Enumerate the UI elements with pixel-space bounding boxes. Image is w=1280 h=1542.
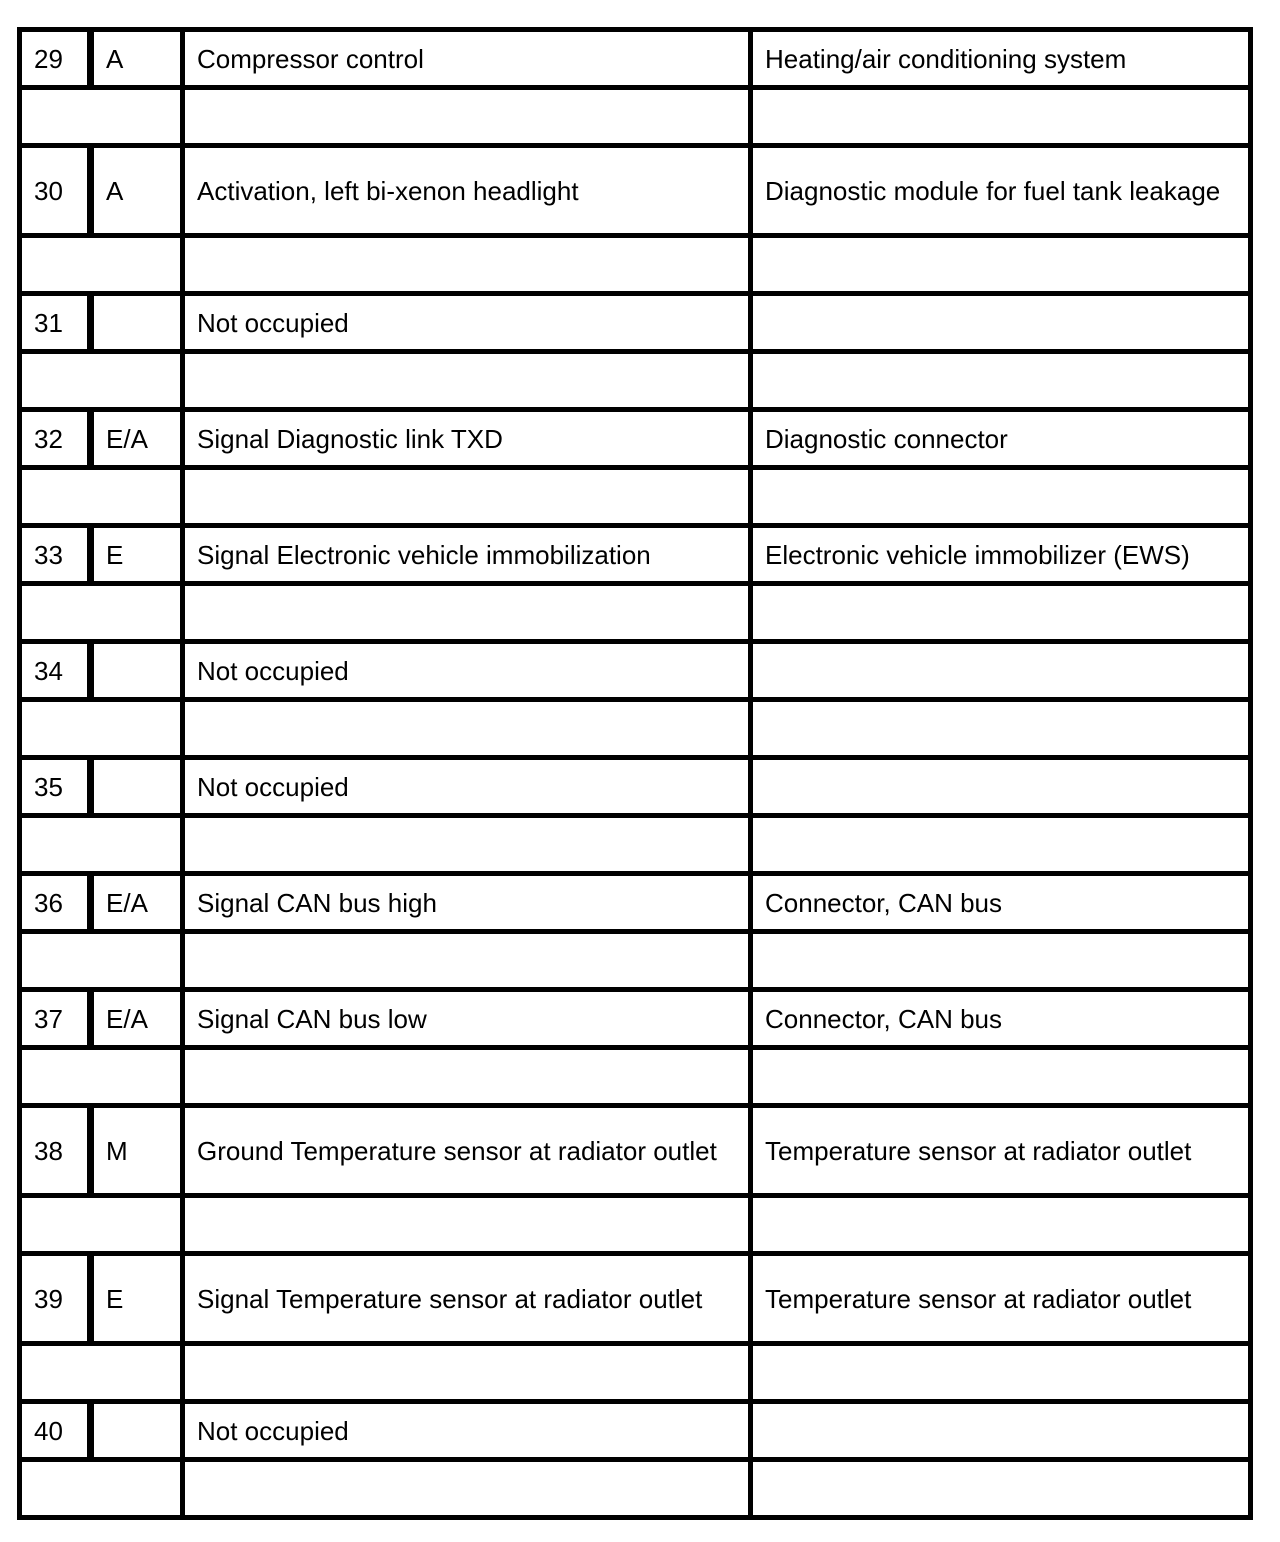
pin-number-cell: 30 xyxy=(20,146,91,236)
function-description-cell: Signal CAN bus low xyxy=(183,990,751,1048)
signal-type-cell: E xyxy=(91,526,183,584)
pin-row-39 xyxy=(20,1254,1251,1344)
empty-cell xyxy=(20,352,183,410)
spacer-row xyxy=(20,932,1251,990)
pin-row-38 xyxy=(20,1106,1251,1196)
spacer-row xyxy=(20,1196,1251,1254)
connected-component-cell: Temperature sensor at radiator outlet xyxy=(751,1106,1251,1196)
function-description-cell: Signal CAN bus high xyxy=(183,874,751,932)
pin-assignment-table xyxy=(17,27,1253,1520)
function-description-cell: Not occupied xyxy=(183,758,751,816)
pin-number-cell: 40 xyxy=(20,1402,91,1460)
pin-row-40 xyxy=(20,1402,1251,1460)
signal-type-cell xyxy=(91,758,183,816)
empty-cell xyxy=(751,1048,1251,1106)
spacer-row xyxy=(20,700,1251,758)
empty-cell xyxy=(751,468,1251,526)
function-description-cell: Compressor control xyxy=(183,30,751,88)
function-description-cell: Not occupied xyxy=(183,294,751,352)
signal-type-cell: E/A xyxy=(91,874,183,932)
function-description-cell: Signal Temperature sensor at radiator outlet xyxy=(183,1254,751,1344)
empty-cell xyxy=(751,816,1251,874)
empty-cell xyxy=(183,1460,751,1518)
empty-cell xyxy=(183,236,751,294)
function-description-cell: Signal Electronic vehicle immobilization xyxy=(183,526,751,584)
connected-component-cell: Connector, CAN bus xyxy=(751,990,1251,1048)
empty-cell xyxy=(751,932,1251,990)
connected-component-cell: Heating/air conditioning system xyxy=(751,30,1251,88)
empty-cell xyxy=(20,1460,183,1518)
pin-table-body xyxy=(20,30,1251,1518)
signal-type-cell xyxy=(91,642,183,700)
empty-cell xyxy=(751,1460,1251,1518)
empty-cell xyxy=(751,1344,1251,1402)
pin-row-35 xyxy=(20,758,1251,816)
function-description-cell: Not occupied xyxy=(183,1402,751,1460)
pin-row-37 xyxy=(20,990,1251,1048)
empty-cell xyxy=(183,932,751,990)
spacer-row xyxy=(20,1344,1251,1402)
pin-number-cell: 36 xyxy=(20,874,91,932)
spacer-row xyxy=(20,236,1251,294)
pin-number-cell: 32 xyxy=(20,410,91,468)
pin-number-cell: 35 xyxy=(20,758,91,816)
spacer-row xyxy=(20,1460,1251,1518)
pin-number-cell: 37 xyxy=(20,990,91,1048)
connected-component-cell: Connector, CAN bus xyxy=(751,874,1251,932)
empty-cell xyxy=(183,1344,751,1402)
empty-cell xyxy=(20,468,183,526)
empty-cell xyxy=(20,1048,183,1106)
connected-component-cell: Electronic vehicle immobilizer (EWS) xyxy=(751,526,1251,584)
pin-row-33 xyxy=(20,526,1251,584)
empty-cell xyxy=(751,236,1251,294)
empty-cell xyxy=(183,1196,751,1254)
pin-number-cell: 29 xyxy=(20,30,91,88)
pin-row-30 xyxy=(20,146,1251,236)
signal-type-cell xyxy=(91,1402,183,1460)
empty-cell xyxy=(751,88,1251,146)
spacer-row xyxy=(20,816,1251,874)
empty-cell xyxy=(183,584,751,642)
pin-row-29 xyxy=(20,30,1251,88)
signal-type-cell: A xyxy=(91,146,183,236)
function-description-cell: Activation, left bi-xenon headlight xyxy=(183,146,751,236)
empty-cell xyxy=(183,88,751,146)
empty-cell xyxy=(751,352,1251,410)
connected-component-cell xyxy=(751,1402,1251,1460)
spacer-row xyxy=(20,468,1251,526)
function-description-cell: Not occupied xyxy=(183,642,751,700)
empty-cell xyxy=(20,816,183,874)
function-description-cell: Signal Diagnostic link TXD xyxy=(183,410,751,468)
spacer-row xyxy=(20,584,1251,642)
pin-number-cell: 31 xyxy=(20,294,91,352)
connected-component-cell: Diagnostic module for fuel tank leakage xyxy=(751,146,1251,236)
spacer-row xyxy=(20,1048,1251,1106)
pin-number-cell: 34 xyxy=(20,642,91,700)
signal-type-cell: E/A xyxy=(91,990,183,1048)
connected-component-cell xyxy=(751,758,1251,816)
signal-type-cell xyxy=(91,294,183,352)
pin-row-31 xyxy=(20,294,1251,352)
empty-cell xyxy=(20,584,183,642)
connected-component-cell: Temperature sensor at radiator outlet xyxy=(751,1254,1251,1344)
function-description-cell: Ground Temperature sensor at radiator outlet xyxy=(183,1106,751,1196)
connected-component-cell: Diagnostic connector xyxy=(751,410,1251,468)
signal-type-cell: M xyxy=(91,1106,183,1196)
pin-row-32 xyxy=(20,410,1251,468)
empty-cell xyxy=(183,816,751,874)
pin-row-36 xyxy=(20,874,1251,932)
empty-cell xyxy=(751,700,1251,758)
empty-cell xyxy=(20,88,183,146)
signal-type-cell: E xyxy=(91,1254,183,1344)
empty-cell xyxy=(183,468,751,526)
empty-cell xyxy=(183,700,751,758)
pin-row-34 xyxy=(20,642,1251,700)
empty-cell xyxy=(20,700,183,758)
connected-component-cell xyxy=(751,642,1251,700)
pin-number-cell: 33 xyxy=(20,526,91,584)
pin-number-cell: 39 xyxy=(20,1254,91,1344)
empty-cell xyxy=(183,1048,751,1106)
pin-number-cell: 38 xyxy=(20,1106,91,1196)
empty-cell xyxy=(751,584,1251,642)
empty-cell xyxy=(20,236,183,294)
empty-cell xyxy=(20,1344,183,1402)
spacer-row xyxy=(20,88,1251,146)
empty-cell xyxy=(20,1196,183,1254)
empty-cell xyxy=(183,352,751,410)
empty-cell xyxy=(751,1196,1251,1254)
spacer-row xyxy=(20,352,1251,410)
signal-type-cell: E/A xyxy=(91,410,183,468)
signal-type-cell: A xyxy=(91,30,183,88)
connected-component-cell xyxy=(751,294,1251,352)
empty-cell xyxy=(20,932,183,990)
